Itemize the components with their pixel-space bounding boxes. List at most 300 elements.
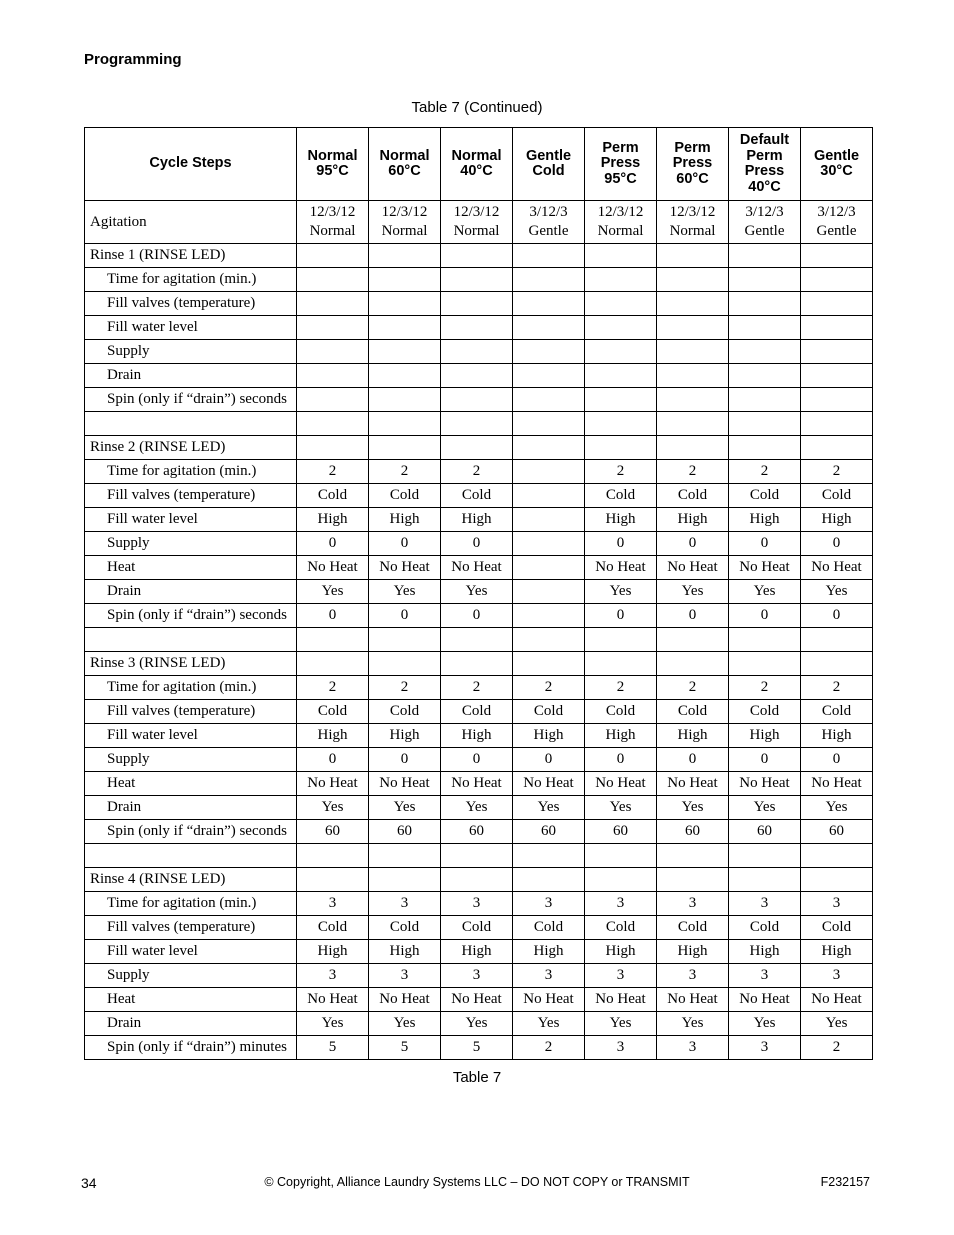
- table-cell: 0: [369, 748, 441, 772]
- table-cell: No Heat: [657, 772, 729, 796]
- table-cell: High: [369, 508, 441, 532]
- table-cell: [513, 868, 585, 892]
- table-cell: No Heat: [441, 556, 513, 580]
- table-cell: Yes: [729, 796, 801, 820]
- table-cell: 0: [585, 748, 657, 772]
- row-label: Supply: [85, 964, 297, 988]
- table-cell: 0: [729, 604, 801, 628]
- table-cell: 3: [657, 964, 729, 988]
- table-body: [85, 201, 873, 1060]
- table-cell: [729, 340, 801, 364]
- table-cell: 60: [585, 820, 657, 844]
- table-cell: 3: [585, 964, 657, 988]
- table-cell: [801, 388, 873, 412]
- table-cell: High: [441, 940, 513, 964]
- table-cell: [441, 364, 513, 388]
- table-cell: 3: [513, 892, 585, 916]
- table-footer-caption: Table 7: [452, 1069, 502, 1086]
- table-cell: No Heat: [729, 556, 801, 580]
- table-cell: 2: [801, 1036, 873, 1060]
- table-cell: [657, 268, 729, 292]
- table-cell: [297, 244, 369, 268]
- table-cell: [369, 340, 441, 364]
- row-label: Fill water level: [85, 316, 297, 340]
- table-cell: 2: [801, 460, 873, 484]
- table-row: [85, 268, 873, 292]
- table-cell: Yes: [513, 1012, 585, 1036]
- table-cell: 0: [729, 532, 801, 556]
- table-cell: [297, 652, 369, 676]
- table-cell: High: [297, 724, 369, 748]
- table-cell: 3: [369, 964, 441, 988]
- table-cell: No Heat: [441, 772, 513, 796]
- table-cell: [801, 364, 873, 388]
- table-cell: Cold: [801, 916, 873, 940]
- table-cell: Cold: [585, 700, 657, 724]
- table-cell: Cold: [657, 916, 729, 940]
- table-cell: Yes: [441, 1012, 513, 1036]
- table-row: [85, 916, 873, 940]
- cycle-steps-table: [84, 127, 873, 1060]
- table-cell: [729, 364, 801, 388]
- table-row: [85, 412, 873, 436]
- table-row: [85, 364, 873, 388]
- table-cell: [657, 652, 729, 676]
- table-cell: [729, 268, 801, 292]
- table-cell: [585, 292, 657, 316]
- table-cell: [369, 268, 441, 292]
- table-cell: 0: [657, 748, 729, 772]
- table-cell: [297, 844, 369, 868]
- table-cell: [801, 316, 873, 340]
- table-cell: High: [657, 724, 729, 748]
- table-row: [85, 964, 873, 988]
- table-row: [85, 772, 873, 796]
- table-cell: [369, 628, 441, 652]
- table-row: [85, 748, 873, 772]
- table-cell: Cold: [369, 484, 441, 508]
- table-cell: [441, 388, 513, 412]
- table-row: [85, 201, 873, 244]
- table-cell: [297, 628, 369, 652]
- table-cell: Cold: [801, 484, 873, 508]
- table-cell: 3: [297, 964, 369, 988]
- table-cell: Cold: [441, 700, 513, 724]
- table-cell: [801, 412, 873, 436]
- table-cell: 3: [801, 964, 873, 988]
- column-header: Normal 60°C: [369, 128, 441, 201]
- table-cell: Cold: [369, 700, 441, 724]
- row-label: Fill valves (temperature): [85, 292, 297, 316]
- table-cell: 0: [513, 748, 585, 772]
- table-cell: 5: [369, 1036, 441, 1060]
- table-cell: 0: [369, 604, 441, 628]
- table-cell: [369, 412, 441, 436]
- row-label: [85, 628, 297, 652]
- table-cell: Yes: [729, 580, 801, 604]
- table-cell: [657, 628, 729, 652]
- table-cell: High: [585, 724, 657, 748]
- table-cell: [729, 628, 801, 652]
- table-row: [85, 316, 873, 340]
- copyright-notice: © Copyright, Alliance Laundry Systems LLC – DO NOT COPY or TRANSMIT: [264, 1175, 690, 1189]
- row-label: Spin (only if “drain”) seconds: [85, 388, 297, 412]
- row-label: Fill valves (temperature): [85, 916, 297, 940]
- table-cell: 3/12/3 Gentle: [513, 201, 585, 244]
- table-cell: 2: [513, 1036, 585, 1060]
- table-cell: [729, 868, 801, 892]
- row-label: Fill valves (temperature): [85, 700, 297, 724]
- column-header: Gentle Cold: [513, 128, 585, 201]
- row-label: Heat: [85, 772, 297, 796]
- table-cell: [441, 268, 513, 292]
- table-cell: Cold: [369, 916, 441, 940]
- table-cell: 60: [297, 820, 369, 844]
- row-label: Time for agitation (min.): [85, 676, 297, 700]
- table-cell: 0: [441, 532, 513, 556]
- table-cell: High: [369, 724, 441, 748]
- row-label: Fill water level: [85, 724, 297, 748]
- table-cell: High: [369, 940, 441, 964]
- table-cell: [369, 316, 441, 340]
- table-cell: [513, 412, 585, 436]
- table-cell: Yes: [513, 796, 585, 820]
- table-cell: [369, 844, 441, 868]
- table-cell: [585, 364, 657, 388]
- document-code: F232157: [820, 1175, 870, 1189]
- table-cell: 2: [585, 460, 657, 484]
- section-title: Programming: [84, 51, 182, 68]
- table-cell: 2: [297, 460, 369, 484]
- table-cell: Cold: [441, 484, 513, 508]
- row-label: Spin (only if “drain”) seconds: [85, 820, 297, 844]
- table-row: [85, 340, 873, 364]
- table-cell: [585, 412, 657, 436]
- table-cell: [369, 364, 441, 388]
- table-cell: [585, 436, 657, 460]
- table-cell: No Heat: [801, 988, 873, 1012]
- table-cell: 60: [441, 820, 513, 844]
- table-cell: Cold: [729, 700, 801, 724]
- table-cell: [297, 436, 369, 460]
- table-cell: [513, 628, 585, 652]
- row-label: Rinse 2 (RINSE LED): [85, 436, 297, 460]
- table-cell: [801, 292, 873, 316]
- table-row: [85, 556, 873, 580]
- table-cell: [513, 556, 585, 580]
- table-cell: 60: [657, 820, 729, 844]
- row-label: [85, 844, 297, 868]
- table-cell: [369, 244, 441, 268]
- table-cell: [585, 244, 657, 268]
- table-cell: Cold: [729, 916, 801, 940]
- table-cell: [657, 244, 729, 268]
- table-cell: [297, 292, 369, 316]
- table-cell: 0: [369, 532, 441, 556]
- table-cell: 0: [657, 532, 729, 556]
- table-cell: [729, 292, 801, 316]
- row-label: Fill valves (temperature): [85, 484, 297, 508]
- table-cell: High: [729, 724, 801, 748]
- table-cell: Cold: [585, 484, 657, 508]
- table-cell: [297, 868, 369, 892]
- table-cell: 0: [441, 604, 513, 628]
- table-cell: No Heat: [729, 988, 801, 1012]
- table-cell: 2: [801, 676, 873, 700]
- table-row: [85, 628, 873, 652]
- row-label: Rinse 1 (RINSE LED): [85, 244, 297, 268]
- table-cell: No Heat: [369, 772, 441, 796]
- table-cell: High: [297, 508, 369, 532]
- table-cell: 12/3/12 Normal: [297, 201, 369, 244]
- table-cell: [729, 844, 801, 868]
- table-cell: [513, 484, 585, 508]
- table-cell: High: [585, 508, 657, 532]
- table-cell: Cold: [657, 484, 729, 508]
- table-row: [85, 436, 873, 460]
- table-cell: [513, 364, 585, 388]
- table-cell: Yes: [729, 1012, 801, 1036]
- table-row: [85, 892, 873, 916]
- table-cell: [513, 292, 585, 316]
- table-cell: Yes: [297, 796, 369, 820]
- table-cell: [657, 388, 729, 412]
- row-label: Rinse 3 (RINSE LED): [85, 652, 297, 676]
- table-cell: 0: [585, 604, 657, 628]
- table-cell: Cold: [513, 700, 585, 724]
- table-row: [85, 388, 873, 412]
- column-header: Default Perm Press 40°C: [729, 128, 801, 201]
- table-cell: No Heat: [441, 988, 513, 1012]
- table-cell: [729, 436, 801, 460]
- table-cell: [513, 316, 585, 340]
- table-cell: Yes: [585, 580, 657, 604]
- table-cell: Cold: [585, 916, 657, 940]
- table-cell: Yes: [801, 580, 873, 604]
- table-row: [85, 724, 873, 748]
- table-row: [85, 844, 873, 868]
- table-cell: [369, 868, 441, 892]
- table-cell: 0: [801, 604, 873, 628]
- table-row: [85, 700, 873, 724]
- table-row: [85, 820, 873, 844]
- table-cell: [585, 628, 657, 652]
- table-cell: 2: [585, 676, 657, 700]
- table-cell: 3: [585, 892, 657, 916]
- table-cell: No Heat: [657, 988, 729, 1012]
- table-cell: [657, 868, 729, 892]
- column-header: Normal 95°C: [297, 128, 369, 201]
- column-header: Cycle Steps: [85, 128, 297, 201]
- table-cell: Cold: [729, 484, 801, 508]
- table-cell: Cold: [297, 916, 369, 940]
- table-cell: [729, 388, 801, 412]
- table-cell: No Heat: [369, 988, 441, 1012]
- table-cell: 3: [657, 892, 729, 916]
- row-label: Time for agitation (min.): [85, 268, 297, 292]
- table-cell: 3: [369, 892, 441, 916]
- table-cell: [513, 388, 585, 412]
- table-cell: 3/12/3 Gentle: [729, 201, 801, 244]
- table-cell: Yes: [657, 1012, 729, 1036]
- table-cell: 0: [585, 532, 657, 556]
- table-cell: No Heat: [585, 556, 657, 580]
- table-cell: Yes: [657, 796, 729, 820]
- table-cell: 2: [369, 676, 441, 700]
- table-cell: 0: [441, 748, 513, 772]
- row-label: Supply: [85, 532, 297, 556]
- table-cell: Yes: [801, 1012, 873, 1036]
- row-label: Time for agitation (min.): [85, 892, 297, 916]
- table-cell: [585, 268, 657, 292]
- table-cell: Yes: [369, 796, 441, 820]
- table-cell: 12/3/12 Normal: [585, 201, 657, 244]
- row-label: Fill water level: [85, 508, 297, 532]
- table-cell: [297, 412, 369, 436]
- table-cell: [513, 844, 585, 868]
- table-cell: Yes: [369, 580, 441, 604]
- table-cell: Yes: [585, 1012, 657, 1036]
- table-cell: High: [657, 508, 729, 532]
- table-cell: [297, 340, 369, 364]
- row-label: Drain: [85, 1012, 297, 1036]
- row-label: [85, 412, 297, 436]
- table-cell: No Heat: [369, 556, 441, 580]
- table-cell: No Heat: [801, 556, 873, 580]
- table-cell: [297, 388, 369, 412]
- column-header: Perm Press 60°C: [657, 128, 729, 201]
- row-label: Fill water level: [85, 940, 297, 964]
- table-cell: No Heat: [585, 772, 657, 796]
- table-cell: Yes: [441, 796, 513, 820]
- table-cell: High: [441, 724, 513, 748]
- row-label: Time for agitation (min.): [85, 460, 297, 484]
- table-cell: 3: [657, 1036, 729, 1060]
- table-row: [85, 460, 873, 484]
- table-cell: [585, 388, 657, 412]
- table-cell: [297, 364, 369, 388]
- row-label: Spin (only if “drain”) minutes: [85, 1036, 297, 1060]
- table-cell: No Heat: [297, 772, 369, 796]
- table-cell: [513, 340, 585, 364]
- table-cell: 3: [297, 892, 369, 916]
- table-cell: [513, 508, 585, 532]
- table-cell: [441, 292, 513, 316]
- table-cell: 2: [513, 676, 585, 700]
- table-cell: Cold: [297, 484, 369, 508]
- table-cell: High: [657, 940, 729, 964]
- table-cell: 12/3/12 Normal: [657, 201, 729, 244]
- column-header: Normal 40°C: [441, 128, 513, 201]
- table-cell: [585, 652, 657, 676]
- table-cell: 0: [297, 748, 369, 772]
- table-row: [85, 580, 873, 604]
- column-header: Perm Press 95°C: [585, 128, 657, 201]
- table-cell: High: [801, 508, 873, 532]
- row-label: Heat: [85, 556, 297, 580]
- table-row: [85, 532, 873, 556]
- table-cell: 0: [801, 748, 873, 772]
- table-cell: Cold: [801, 700, 873, 724]
- table-cell: [513, 244, 585, 268]
- table-cell: Cold: [297, 700, 369, 724]
- table-row: [85, 652, 873, 676]
- table-cell: [441, 316, 513, 340]
- table-cell: [513, 652, 585, 676]
- table-cell: No Heat: [657, 556, 729, 580]
- table-cell: [729, 244, 801, 268]
- table-row: [85, 244, 873, 268]
- table-cell: 12/3/12 Normal: [369, 201, 441, 244]
- table-cell: 2: [297, 676, 369, 700]
- table-cell: High: [513, 724, 585, 748]
- table-cell: 3: [729, 1036, 801, 1060]
- table-cell: Yes: [297, 580, 369, 604]
- table-cell: No Heat: [513, 772, 585, 796]
- table-header-row: [85, 128, 873, 201]
- table-cell: 2: [657, 676, 729, 700]
- table-cell: [657, 844, 729, 868]
- table-cell: Yes: [801, 796, 873, 820]
- table-cell: [801, 868, 873, 892]
- table-row: [85, 796, 873, 820]
- table-row: [85, 508, 873, 532]
- table-cell: [441, 628, 513, 652]
- table-cell: [441, 844, 513, 868]
- row-label: Rinse 4 (RINSE LED): [85, 868, 297, 892]
- table-cell: [585, 340, 657, 364]
- row-label: Heat: [85, 988, 297, 1012]
- table-cell: [801, 844, 873, 868]
- table-cell: [513, 604, 585, 628]
- table-cell: [297, 316, 369, 340]
- table-cell: [657, 436, 729, 460]
- table-cell: No Heat: [513, 988, 585, 1012]
- table-cell: 3: [441, 892, 513, 916]
- table-cell: High: [729, 940, 801, 964]
- table-cell: [657, 292, 729, 316]
- table-cell: [441, 340, 513, 364]
- table-cell: 2: [729, 460, 801, 484]
- table-cell: [801, 436, 873, 460]
- table-cell: [441, 868, 513, 892]
- table-cell: [369, 388, 441, 412]
- table-cell: 0: [801, 532, 873, 556]
- table-cell: 12/3/12 Normal: [441, 201, 513, 244]
- table-cell: [801, 652, 873, 676]
- table-cell: 60: [513, 820, 585, 844]
- table-row: [85, 940, 873, 964]
- table-cell: 3: [729, 964, 801, 988]
- table-cell: 2: [729, 676, 801, 700]
- table-cell: [513, 436, 585, 460]
- table-row: [85, 1012, 873, 1036]
- page-number: 34: [81, 1175, 97, 1191]
- table-cell: [441, 652, 513, 676]
- row-label: Agitation: [85, 201, 297, 244]
- table-cell: 2: [369, 460, 441, 484]
- table-cell: No Heat: [297, 988, 369, 1012]
- table-cell: [513, 532, 585, 556]
- table-cell: High: [585, 940, 657, 964]
- table-cell: [657, 340, 729, 364]
- table-cell: 5: [297, 1036, 369, 1060]
- table-cell: [513, 580, 585, 604]
- table-cell: Cold: [657, 700, 729, 724]
- table-cell: [657, 412, 729, 436]
- row-label: Supply: [85, 748, 297, 772]
- table-cell: [657, 316, 729, 340]
